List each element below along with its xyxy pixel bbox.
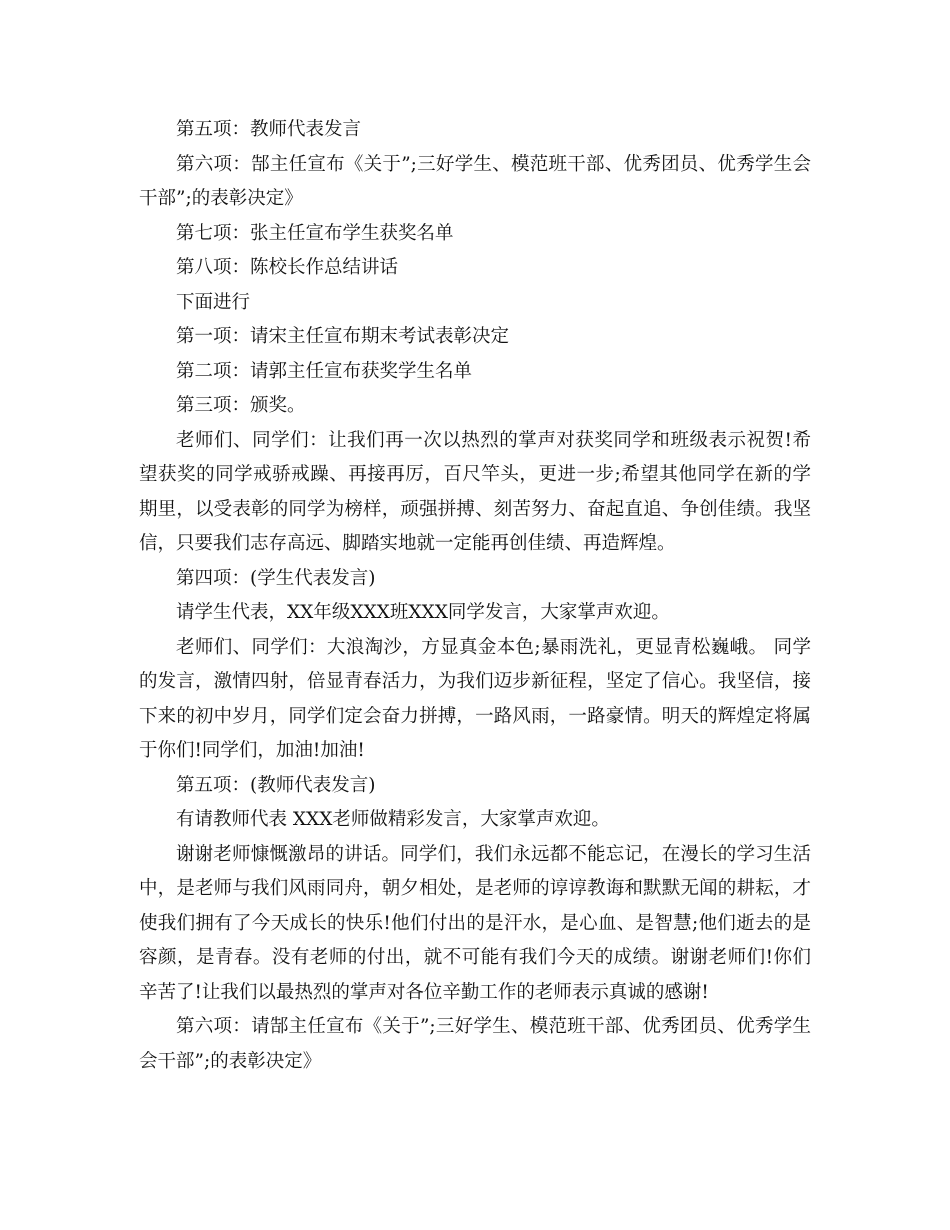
paragraph-item-third-item: 第三项：颁奖。 bbox=[176, 395, 306, 416]
paragraph-item-student-representative: 请学生代表，XX年级XXX班XXX同学发言，大家掌声欢迎。 bbox=[176, 602, 670, 623]
paragraph-item-second-item: 第二项：请郭主任宣布获奖学生名单 bbox=[176, 360, 473, 382]
paragraph-item-student-response: 老师们、同学们：大浪淘沙，方显真金本色;暴雨洗礼，更显青松巍峨。 同学的发言，激情四射，倍显青春活力，为我们迈步新征程，坚定了信心。我坚信，接下来的初中岁月，同学们定会奋力拼搏，一路风雨，一路豪情。明天的辉煌定将属于你们!同学们，加油!加油! bbox=[139, 636, 811, 761]
paragraph-item-fifth-agenda: 第五项：教师代表发言 bbox=[176, 119, 362, 140]
paragraph-item-congratulations: 老师们、同学们：让我们再一次以热烈的掌声对获奖同学和班级表示祝贺!希望获奖的同学戒骄戒躁、再接再厉，百尺竿头，更进一步;希望其他同学在新的学期里，以受表彰的同学为榜样，顽强拼搏、刻苦努力、奋起直追、争创佳绩。我坚信，只要我们志存高远、脚踏实地就一定能再创佳绩、再造辉煌。 bbox=[139, 429, 811, 554]
paragraph-item-proceed: 下面进行 bbox=[176, 291, 251, 313]
paragraph-item-fifth-item: 第五项：(教师代表发言) bbox=[176, 774, 376, 796]
paragraph-item-eighth-agenda: 第八项：陈校长作总结讲话 bbox=[176, 257, 399, 278]
document-body bbox=[139, 113, 811, 1079]
paragraph-item-sixth-agenda: 第六项：郜主任宣布《关于”;三好学生、模范班干部、优秀团员、优秀学生会干部”;的表彰决定》 bbox=[139, 153, 811, 209]
paragraph-item-fourth-item: 第四项：(学生代表发言) bbox=[176, 567, 376, 589]
paragraph-item-seventh-agenda: 第七项：张主任宣布学生获奖名单 bbox=[176, 222, 454, 244]
paragraph-item-teacher-representative: 有请教师代表 XXX老师做精彩发言，大家掌声欢迎。 bbox=[176, 809, 610, 830]
paragraph-item-sixth-item: 第六项：请郜主任宣布《关于”;三好学生、模范班干部、优秀团员、优秀学生会干部”;的表彰决定》 bbox=[139, 1016, 811, 1072]
paragraph-item-thank-teachers: 谢谢老师慷慨激昂的讲话。同学们，我们永远都不能忘记，在漫长的学习生活中，是老师与我们风雨同舟，朝夕相处，是老师的谆谆教诲和默默无闻的耕耘，才使我们拥有了今天成长的快乐!他们付出的是汗水，是心血、是智慧;他们逝去的是容颜，是青春。没有老师的付出，就不可能有我们今天的成绩。谢谢老师们!你们辛苦了!让我们以最热烈的掌声对各位辛勤工作的老师表示真诚的感谢! bbox=[139, 843, 811, 1003]
paragraph-item-first-item: 第一项：请宋主任宣布期末考试表彰决定 bbox=[176, 326, 510, 347]
